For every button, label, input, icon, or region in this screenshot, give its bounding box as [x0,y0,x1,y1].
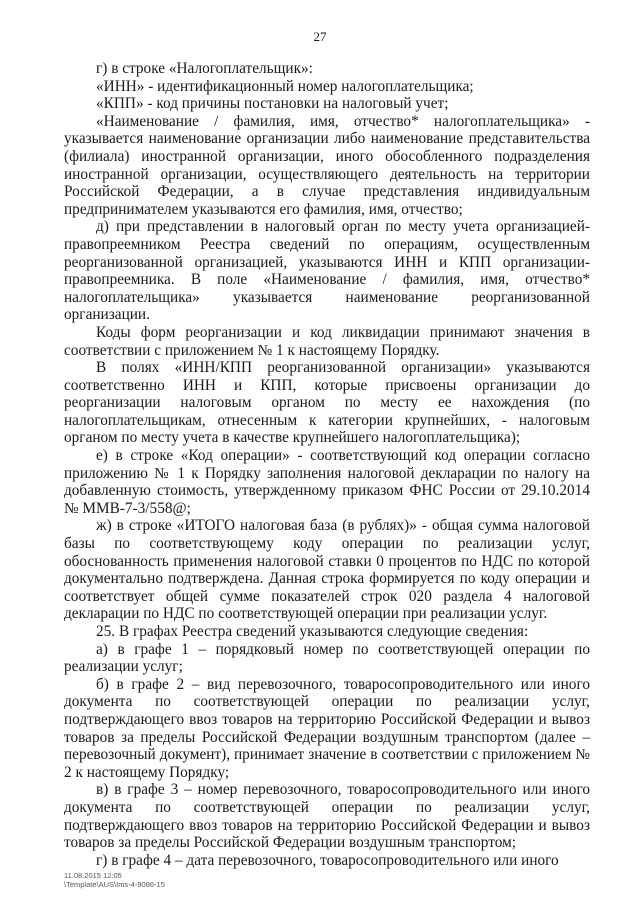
page-number: 27 [313,29,327,44]
footer-stamp [64,871,165,889]
paragraph-successor: д) при представлении в налоговый орган по месту учета организацией-правопреемником Реестра сведений по операциям, осуществленным реорганизованной организацией, указываются ИНН и КПП организации-правопреемника. В поле «Наименование / фамилия, имя, отчество* налогоплательщика» указывается наименование реорганизованной организации. [64,218,590,324]
footer-timestamp: 11.08.2015 12:05 [64,871,122,880]
paragraph-reorg-inn-kpp: В полях «ИНН/КПП реорганизованной организации» указываются соответственно ИНН и КПП, которые присвоены организации до реорганизации налоговым органом по месту ее нахождения (по налогоплательщикам, отнесенным к категории крупнейших, - налоговым органом по месту учета в качестве крупнейшего налогоплательщика); [64,359,590,447]
paragraph-column-1: а) в графе 1 – порядковый номер по соответствующей операции по реализации услуг; [64,640,590,676]
paragraph-column-4: г) в графе 4 – дата перевозочного, товаросопроводительного или иного [96,851,559,869]
paragraph-column-2: б) в графе 2 – вид перевозочного, товаросопроводительного или иного документа по соответствующей операции по реализации услуг, подтверждающего ввоз товаров на территорию Российской Федерации и вывоз товаров за пределы Российской Федерации воздушным транспортом (далее – перевозочный документ), принимает значение в соответствии с приложением № 2 к настоящему Порядку; [64,675,590,781]
paragraph-inn: «ИНН» - идентификационный номер налогоплательщика; [96,77,474,95]
paragraph-taxpayer-line: г) в строке «Налогоплательщик»: [96,60,313,77]
paragraph-total-tax-base: ж) в строке «ИТОГО налоговая база (в рублях)» - общая сумма налоговой базы по соответствующему коду операции по реализации услуг, обоснованность применения налоговой ставки 0 процентов по НДС по которой документально подтверждена. Данная строка формируется по коду операции и соответствует общей сумме показателей строк 020 раздела 4 налоговой декларации по НДС по соответствующей операции при реализации услуг. [64,517,590,623]
paragraph-column-3: в) в графе 3 – номер перевозочного, товаросопроводительного или иного документа по соответствующей операции по реализации услуг, подтверждающего ввоз товаров на территорию Российской Федерации и вывоз товаров за пределы Российской Федерации воздушным транспортом; [64,781,590,852]
paragraph-kpp: «КПП» - код причины постановки на налоговый учет; [96,95,449,113]
paragraph-operation-code: е) в строке «Код операции» - соответствующий код операции согласно приложению № 1 к Порядку заполнения налоговой декларации по налогу на добавленную стоимость, утвержденному приказом ФНС России от 29.10.2014 № ММВ-7-3/558@; [64,447,590,517]
paragraph-item-25: 25. В графах Реестра сведений указываются следующие сведения: [96,623,529,640]
footer-template-path: \Template\AUS\Ims-4-9086-15 [64,880,165,889]
paragraph-name: «Наименование / фамилия, имя, отчество* налогоплательщика» - указывается наименование организации либо наименование представительства (филиала) иностранной организации, иного обособленного подразделения иностранной организации, осуществляющего деятельность на территории Российской Федерации, а в случае представления индивидуальным предпринимателем указываются его фамилия, имя, отчество; [64,112,590,218]
document-body [64,60,590,869]
paragraph-reorg-codes: Коды форм реорганизации и код ликвидации принимают значения в соответствии с приложением № 1 к настоящему Порядку. [64,323,590,359]
